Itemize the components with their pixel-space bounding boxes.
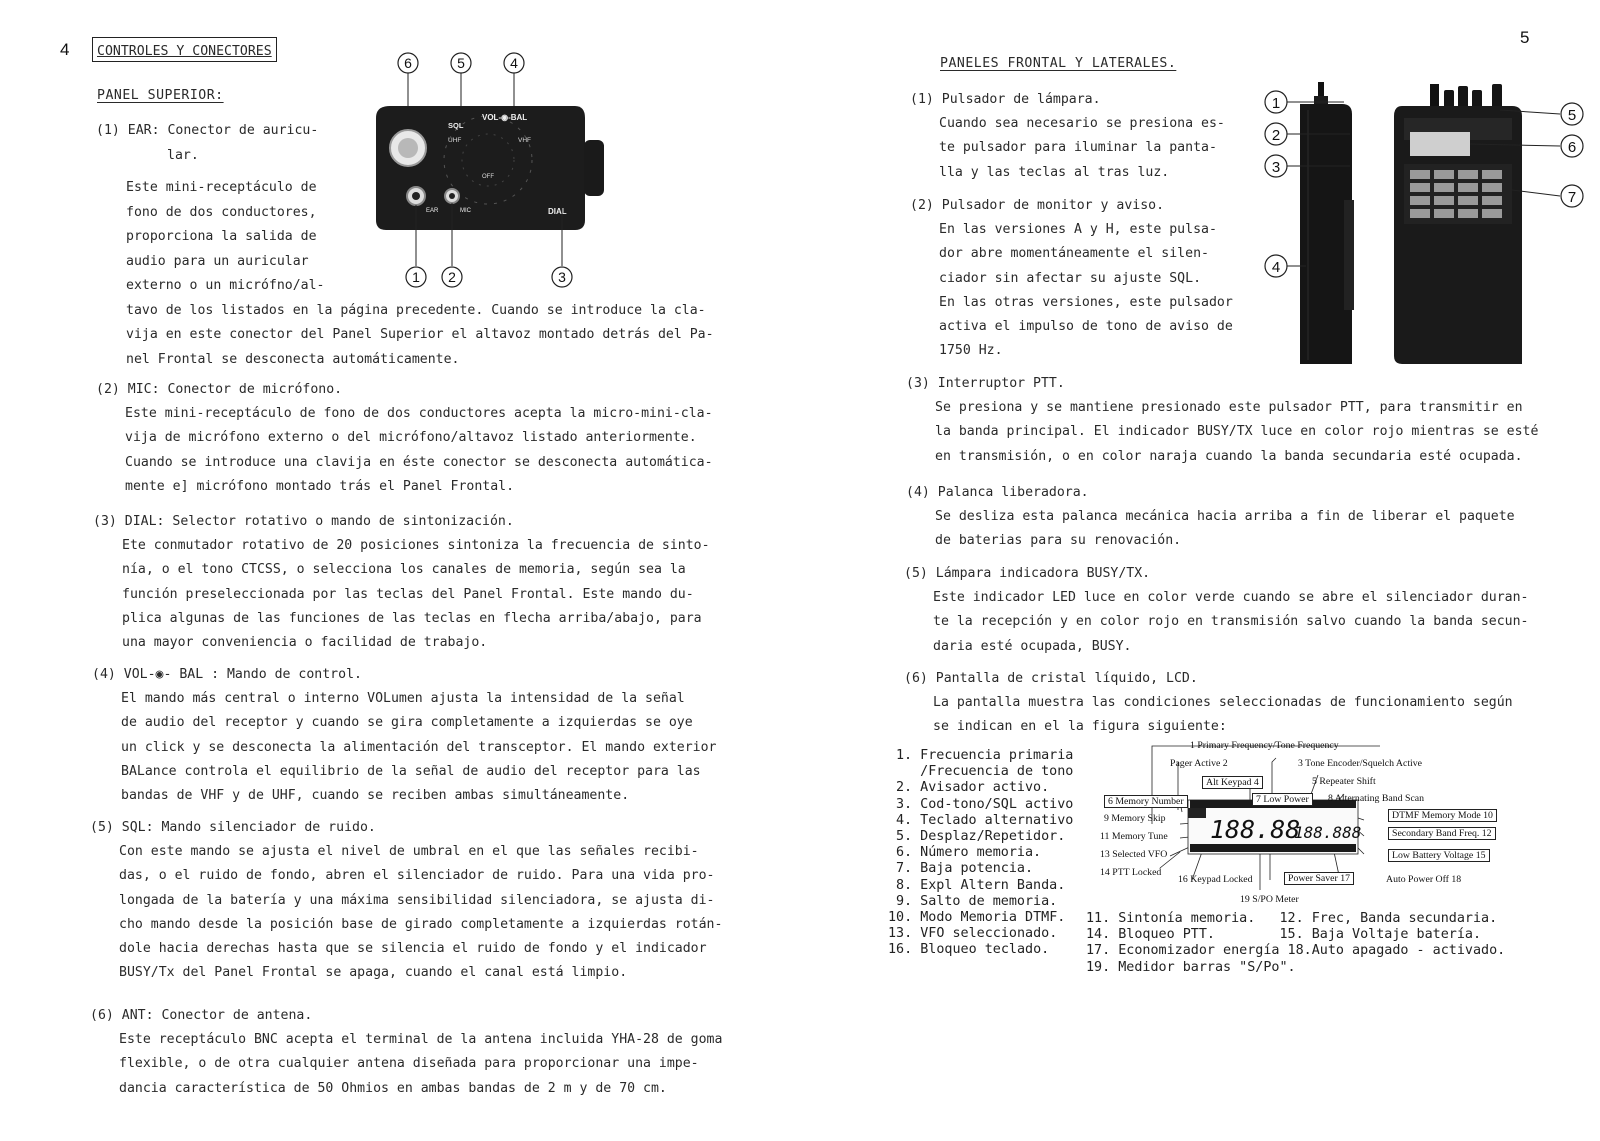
text-line: la banda principal. El indicador BUSY/TX luce en color rojo mientras se esté <box>935 424 1539 440</box>
text-line: Se desliza esta palanca mecánica hacia arriba a fin de liberar el paquete <box>935 509 1515 525</box>
lcd-label-7: 7 Low Power <box>1252 793 1313 806</box>
text-line: fono de dos conductores, <box>126 204 317 220</box>
text-line: de baterias para su renovación. <box>935 533 1182 549</box>
radio-photos <box>1260 80 1600 376</box>
text-line: En las versiones A y H, este pulsa- <box>939 222 1217 238</box>
callout-2-label: 2 <box>448 269 456 285</box>
text-line: plica algunas de las funciones de las teclas en flecha arriba/abajo, para <box>122 610 702 626</box>
section-title-text: CONTROLES Y CONECTORES <box>92 37 277 62</box>
text-line: (2) MIC: Conector de micrófono. <box>96 382 343 397</box>
text-line: En las otras versiones, este pulsador <box>939 294 1233 310</box>
right-item-3 <box>906 372 1538 469</box>
lcd-label-17: Power Saver 17 <box>1284 872 1354 885</box>
text-line: dancia característica de 50 Ohmios en ambas bandas de 2 m y de 70 cm. <box>119 1080 667 1096</box>
text-line: Este mini-receptáculo de fono de dos conductores acepta la micro-mini-cla- <box>125 406 713 422</box>
text-line: La pantalla muestra las condiciones seleccionadas de funcionamiento según <box>933 695 1513 711</box>
photo-callout-3-label: 3 <box>1271 159 1281 176</box>
text-line: proporciona la salida de <box>126 229 317 244</box>
text-line: se indican en el la figura siguiente: <box>933 719 1227 735</box>
text-line: de audio del receptor y cuando se gira completamente a izquierdas se oye <box>121 715 693 731</box>
text-line: Cuando sea necesario se presiona es- <box>939 116 1225 132</box>
callout-4-label: 4 <box>510 55 518 71</box>
callout-6 <box>398 53 418 73</box>
left-item-5 <box>90 816 722 985</box>
section-title-left <box>92 44 277 59</box>
left-item-3 <box>93 510 710 655</box>
text-line: nel Frontal se desconecta automáticamente. <box>126 351 460 367</box>
text-line: Se presiona y se mantiene presionado este pulsador PTT, para transmitir en <box>935 400 1523 416</box>
callout-1-label: 1 <box>412 269 420 285</box>
legend-item: 8. Expl Altern Banda. <box>896 877 1066 893</box>
subsection-title: PANEL SUPERIOR: <box>97 88 224 103</box>
text-line: (4) VOL-◉- BAL : Mando de control. <box>92 667 362 682</box>
text-line: Cuando se introduce una clavija en éste conector se desconecta automática- <box>125 454 713 470</box>
ear-label: EAR <box>426 208 439 214</box>
lcd-main-digits: 188.88 <box>1210 815 1301 844</box>
text-line: tavo de los listados en la página precedente. Cuando se introduce la cla- <box>126 302 706 318</box>
lcd-legend-bottom <box>1086 911 1505 976</box>
legend-item: 6. Número memoria. <box>896 845 1042 861</box>
text-line: (1) EAR: Conector de auricu- <box>96 123 319 138</box>
right-item-5 <box>904 562 1528 659</box>
text-line: ciador sin afectar su ajuste SQL. <box>939 270 1202 286</box>
page-number-right: 5 <box>1520 28 1530 47</box>
lcd-label-18: Auto Power Off 18 <box>1386 874 1462 885</box>
lcd-label-8: 8 Alternating Band Scan <box>1328 793 1425 804</box>
lcd-label-15: Low Battery Voltage 15 <box>1388 849 1490 862</box>
legend-item: /Frecuencia de tono <box>896 764 1074 780</box>
photo-callout-7 <box>1512 185 1583 207</box>
lcd-label-6: 6 Memory Number <box>1104 795 1188 808</box>
text-line: activa el impulso de tono de aviso de <box>939 319 1233 335</box>
vhf-label: VHF <box>518 137 531 144</box>
text-line: Este mini-receptáculo de <box>126 180 317 195</box>
off-label: OFF <box>482 174 494 180</box>
callout-5 <box>451 53 471 73</box>
lcd-label-13: 13 Selected VFO <box>1100 849 1168 860</box>
radio-side-view <box>1300 82 1354 364</box>
page-number-left: 4 <box>60 40 70 59</box>
text-line: Este indicador LED luce en color verde cuando se abre el silenciador duran- <box>933 590 1529 606</box>
vol-bal-label: VOL-◉-BAL <box>482 113 528 122</box>
lcd-label-1: 1 Primary Frequency/Tone Frequency <box>1190 740 1339 751</box>
callout-5-label: 5 <box>457 55 465 71</box>
text-line: longada de la batería y una máxima sensibilidad silenciadora, se ajusta di- <box>119 892 715 908</box>
text-line: BALance controla el equilibrio de la señal de audio del receptor para las <box>121 763 701 779</box>
mic-label: MIC <box>460 208 471 214</box>
text-line: en transmisión, o en color naraja cuando la banda secundaria esté ocupada. <box>935 448 1523 464</box>
lcd-label-14: 14 PTT Locked <box>1100 867 1162 878</box>
legend-item: 10. Modo Memoria DTMF. <box>888 910 1066 926</box>
legend-item: 1. Frecuencia primaria <box>896 748 1074 763</box>
legend-item: 9. Salto de memoria. <box>896 893 1058 909</box>
photo-callout-6-label: 6 <box>1567 139 1577 156</box>
left-item-4 <box>92 663 716 808</box>
text-line: (5) Lámpara indicadora BUSY/TX. <box>904 566 1151 581</box>
photo-callout-7-label: 7 <box>1567 189 1577 206</box>
lcd-label-11: 11 Memory Tune <box>1100 831 1168 842</box>
legend-item: 17. Economizador energía 18.Auto apagado - activado. <box>1086 943 1506 959</box>
text-line: Este receptáculo BNC acepta el terminal de la antena incluida YHA-28 de goma <box>119 1032 723 1048</box>
photo-callout-5-label: 5 <box>1567 107 1577 124</box>
lcd-label-5: 5 Repeater Shift <box>1312 776 1376 787</box>
dial-label: DIAL <box>548 207 567 216</box>
legend-item: 5. Desplaz/Repetidor. <box>896 829 1066 845</box>
text-line: (6) ANT: Conector de antena. <box>90 1008 313 1023</box>
right-item-1 <box>910 88 1225 185</box>
text-line: un click y se desconecta la alimentación del transceptor. El mando exterior <box>121 739 717 755</box>
text-line: te pulsador para iluminar la panta- <box>939 140 1217 156</box>
photo-callout-4-label: 4 <box>1271 259 1281 276</box>
text-line: dor abre momentáneamente el silen- <box>939 246 1209 262</box>
lcd-label-16: 16 Keypad Locked <box>1178 874 1253 885</box>
radio-front-view <box>1394 84 1522 364</box>
text-line: BUSY/Tx del Panel Frontal se apaga, cuando el canal está limpio. <box>119 965 628 981</box>
legend-item: 13. VFO seleccionado. <box>888 926 1058 942</box>
text-line: El mando más central o interno VOLumen ajusta la intensidad de la señal <box>121 691 685 707</box>
lcd-sub-digits: 188.888 <box>1294 823 1362 842</box>
text-line: daria esté ocupada, BUSY. <box>933 638 1132 654</box>
lcd-window <box>1410 132 1470 156</box>
photo-callout-2-label: 2 <box>1271 127 1281 144</box>
callout-3-label: 3 <box>558 269 566 285</box>
text-line: cho mando desde la posición base de girado completamente a izquierdas rotán- <box>119 916 723 932</box>
text-line: (2) Pulsador de monitor y aviso. <box>910 198 1165 213</box>
text-line: (3) DIAL: Selector rotativo o mando de sintonización. <box>93 514 514 529</box>
right-item-4 <box>906 481 1515 554</box>
legend-item: 19. Medidor barras "S/Po". <box>1086 959 1296 975</box>
lcd-label-2: Pager Active 2 <box>1170 758 1228 769</box>
text-line: audio para un auricular <box>126 253 309 269</box>
left-item-6 <box>90 1004 722 1101</box>
lcd-legend-left <box>888 748 1074 959</box>
text-line: vija de micrófono externo o del micrófono/altavoz listado anteriormente. <box>125 430 697 446</box>
left-item-1 <box>96 119 714 372</box>
sql-label: SQL <box>448 121 464 130</box>
lcd-label-19: 19 S/PO Meter <box>1240 894 1299 905</box>
text-line: función preseleccionada por las teclas del Panel Frontal. Este mando du- <box>122 586 694 602</box>
lcd-label-12: Secondary Band Freq. 12 <box>1388 827 1496 840</box>
photo-callout-4 <box>1265 255 1306 277</box>
legend-item: 4. Teclado alternativo <box>896 812 1074 828</box>
photo-callout-1-label: 1 <box>1271 95 1281 112</box>
text-line: dole hacia derechas hasta que se silencia el ruido de fondo y el indicador <box>119 941 707 957</box>
text-line: una mayor conveniencia o facilidad de trabajo. <box>122 635 488 651</box>
text-line: flexible, o de otra cualquier antena diseñada para proporcionar una impe- <box>119 1056 699 1072</box>
text-line: das, o el ruido de fondo, abren el silenciador de ruido. Para una vida pro- <box>119 868 715 884</box>
text-line: bandas de VHF y de UHF, cuando se reciben ambas simultáneamente. <box>121 788 630 804</box>
text-line: nía, o el tono CTCSS, o selecciona los canales de memoria, según sea la <box>122 562 686 578</box>
legend-item: 16. Bloqueo teclado. <box>888 942 1050 958</box>
text-line: lar. <box>167 147 199 163</box>
legend-item: 2. Avisador activo. <box>896 780 1050 796</box>
text-line: Ete conmutador rotativo de 20 posiciones sintoniza la frecuencia de sinto- <box>122 538 710 554</box>
text-line: te la recepción y en color rojo en transmisión salvo cuando la banda secun- <box>933 614 1529 630</box>
callout-6-label: 6 <box>404 55 412 71</box>
text-line: externo o un micrófno/al- <box>126 278 325 293</box>
left-item-2 <box>96 378 713 499</box>
text-line: (5) SQL: Mando silenciador de ruido. <box>90 820 376 835</box>
text-line: (3) Interruptor PTT. <box>906 376 1065 391</box>
lcd-label-4: Alt Keypad 4 <box>1202 776 1263 789</box>
text-line: (4) Palanca liberadora. <box>906 485 1089 500</box>
lcd-label-10: DTMF Memory Mode 10 <box>1388 809 1497 822</box>
text-line: (6) Pantalla de cristal líquido, LCD. <box>904 671 1198 686</box>
section-title-right: PANELES FRONTAL Y LATERALES. <box>940 56 1177 71</box>
callout-4 <box>504 53 524 73</box>
text-line: (1) Pulsador de lámpara. <box>910 92 1101 107</box>
text-line: 1750 Hz. <box>939 343 1003 359</box>
right-item-2 <box>910 194 1233 363</box>
text-line: mente e] micrófono montado trás el Panel Frontal. <box>125 478 515 494</box>
legend-item: 3. Cod-tono/SQL activo <box>896 796 1074 812</box>
legend-item: 7. Baja potencia. <box>896 861 1034 877</box>
lcd-label-9: 9 Memory Skip <box>1104 813 1166 824</box>
text-line: lla y las teclas al tras luz. <box>939 164 1170 180</box>
right-item-6 <box>904 667 1513 740</box>
text-line: Con este mando se ajusta el nivel de umbral en el que las señales recibi- <box>119 844 699 860</box>
uhf-label: UHF <box>448 137 462 144</box>
text-line: vija en este conector del Panel Superior el altavoz montado detrás del Pa- <box>126 327 714 342</box>
legend-item: 14. Bloqueo PTT. 15. Baja Voltaje batería. <box>1086 927 1482 943</box>
lcd-label-3: 3 Tone Encoder/Squelch Active <box>1298 758 1423 769</box>
legend-item: 11. Sintonía memoria. 12. Frec, Banda secundaria. <box>1086 911 1498 926</box>
